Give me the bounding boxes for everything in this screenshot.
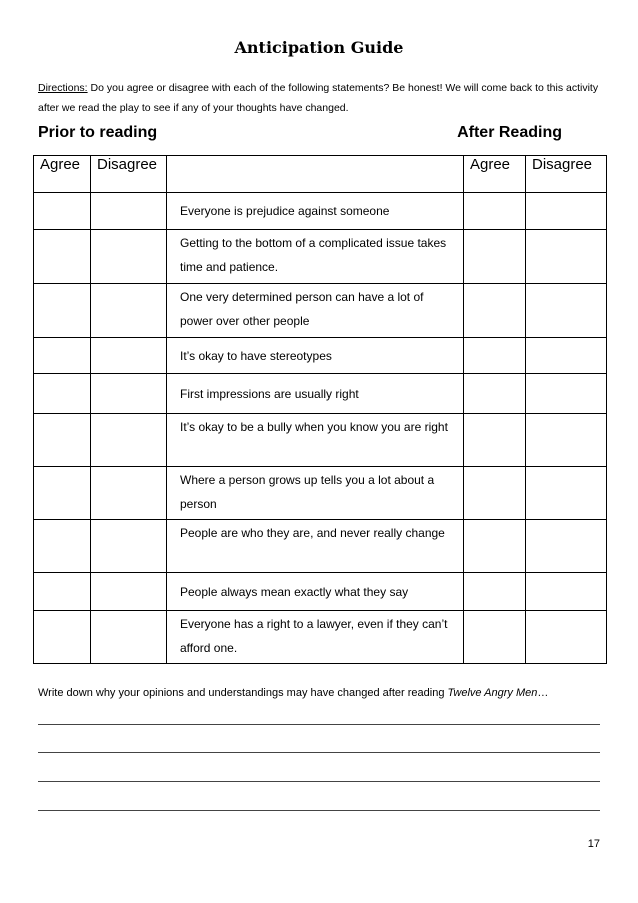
agree-before-cell[interactable] bbox=[34, 573, 91, 611]
table-row bbox=[34, 374, 607, 414]
agree-before-cell[interactable] bbox=[34, 611, 91, 664]
page-number: 17 bbox=[587, 838, 600, 850]
answer-line[interactable] bbox=[38, 781, 600, 782]
disagree-before-cell[interactable] bbox=[91, 374, 167, 414]
disagree-after-cell[interactable] bbox=[526, 374, 607, 414]
disagree-after-cell[interactable] bbox=[526, 414, 607, 467]
disagree-after-cell[interactable] bbox=[526, 611, 607, 664]
disagree-before-cell[interactable] bbox=[91, 520, 167, 573]
agree-before-cell[interactable] bbox=[34, 284, 91, 338]
disagree-before-cell[interactable] bbox=[91, 284, 167, 338]
statement-cell: People are who they are, and never really change bbox=[167, 520, 464, 573]
table-row bbox=[34, 230, 607, 284]
disagree-after-cell[interactable] bbox=[526, 230, 607, 284]
table-row bbox=[34, 338, 607, 374]
writing-prompt bbox=[38, 687, 548, 699]
writing-prompt-text: Write down why your opinions and understandings may have changed after reading bbox=[38, 687, 448, 699]
agree-after-cell[interactable] bbox=[464, 414, 526, 467]
agree-before-cell[interactable] bbox=[34, 230, 91, 284]
disagree-after-cell[interactable] bbox=[526, 573, 607, 611]
header-disagree-after: Disagree bbox=[526, 156, 607, 193]
disagree-before-cell[interactable] bbox=[91, 193, 167, 230]
statement-cell: It’s okay to be a bully when you know you are right bbox=[167, 414, 464, 467]
agree-after-cell[interactable] bbox=[464, 374, 526, 414]
statement-cell: It’s okay to have stereotypes bbox=[167, 338, 464, 374]
disagree-before-cell[interactable] bbox=[91, 414, 167, 467]
directions bbox=[38, 78, 608, 118]
writing-ellipsis: … bbox=[537, 687, 549, 699]
table-row bbox=[34, 284, 607, 338]
header-statement bbox=[167, 156, 464, 193]
table-row bbox=[34, 573, 607, 611]
disagree-after-cell[interactable] bbox=[526, 193, 607, 230]
statement-cell: Everyone has a right to a lawyer, even if they can’t afford one. bbox=[167, 611, 464, 664]
directions-label: Directions: bbox=[38, 82, 88, 94]
answer-line[interactable] bbox=[38, 752, 600, 753]
header-agree-after: Agree bbox=[464, 156, 526, 193]
disagree-before-cell[interactable] bbox=[91, 230, 167, 284]
agree-after-cell[interactable] bbox=[464, 467, 526, 520]
statement-cell: First impressions are usually right bbox=[167, 374, 464, 414]
disagree-after-cell[interactable] bbox=[526, 338, 607, 374]
page-title: Anticipation Guide bbox=[234, 38, 404, 57]
anticipation-table bbox=[33, 155, 607, 664]
disagree-after-cell[interactable] bbox=[526, 520, 607, 573]
agree-before-cell[interactable] bbox=[34, 414, 91, 467]
agree-before-cell[interactable] bbox=[34, 193, 91, 230]
agree-after-cell[interactable] bbox=[464, 573, 526, 611]
statement-cell: One very determined person can have a lot of power over other people bbox=[167, 284, 464, 338]
table-header-row bbox=[34, 156, 607, 193]
statement-cell: Getting to the bottom of a complicated issue takes time and patience. bbox=[167, 230, 464, 284]
table-row bbox=[34, 414, 607, 467]
book-title: Twelve Angry Men bbox=[447, 687, 538, 699]
agree-before-cell[interactable] bbox=[34, 467, 91, 520]
agree-after-cell[interactable] bbox=[464, 611, 526, 664]
disagree-before-cell[interactable] bbox=[91, 467, 167, 520]
agree-before-cell[interactable] bbox=[34, 338, 91, 374]
statement-cell: People always mean exactly what they say bbox=[167, 573, 464, 611]
table-row bbox=[34, 520, 607, 573]
statement-cell: Everyone is prejudice against someone bbox=[167, 193, 464, 230]
agree-before-cell[interactable] bbox=[34, 520, 91, 573]
disagree-after-cell[interactable] bbox=[526, 467, 607, 520]
disagree-before-cell[interactable] bbox=[91, 338, 167, 374]
agree-after-cell[interactable] bbox=[464, 338, 526, 374]
header-agree-before: Agree bbox=[34, 156, 91, 193]
header-disagree-before: Disagree bbox=[91, 156, 167, 193]
agree-after-cell[interactable] bbox=[464, 284, 526, 338]
disagree-after-cell[interactable] bbox=[526, 284, 607, 338]
agree-after-cell[interactable] bbox=[464, 193, 526, 230]
table-row bbox=[34, 193, 607, 230]
section-prior-heading: Prior to reading bbox=[38, 124, 158, 141]
disagree-before-cell[interactable] bbox=[91, 611, 167, 664]
table-row bbox=[34, 611, 607, 664]
answer-line[interactable] bbox=[38, 810, 600, 811]
answer-line[interactable] bbox=[38, 724, 600, 725]
section-after-heading: After Reading bbox=[457, 124, 562, 141]
agree-after-cell[interactable] bbox=[464, 520, 526, 573]
agree-before-cell[interactable] bbox=[34, 374, 91, 414]
disagree-before-cell[interactable] bbox=[91, 573, 167, 611]
table-row bbox=[34, 467, 607, 520]
statement-cell: Where a person grows up tells you a lot about a person bbox=[167, 467, 464, 520]
agree-after-cell[interactable] bbox=[464, 230, 526, 284]
directions-text: Do you agree or disagree with each of the following statements? Be honest! We will come back to this activity after we read the play to see if any of your thoughts have changed. bbox=[38, 82, 599, 114]
